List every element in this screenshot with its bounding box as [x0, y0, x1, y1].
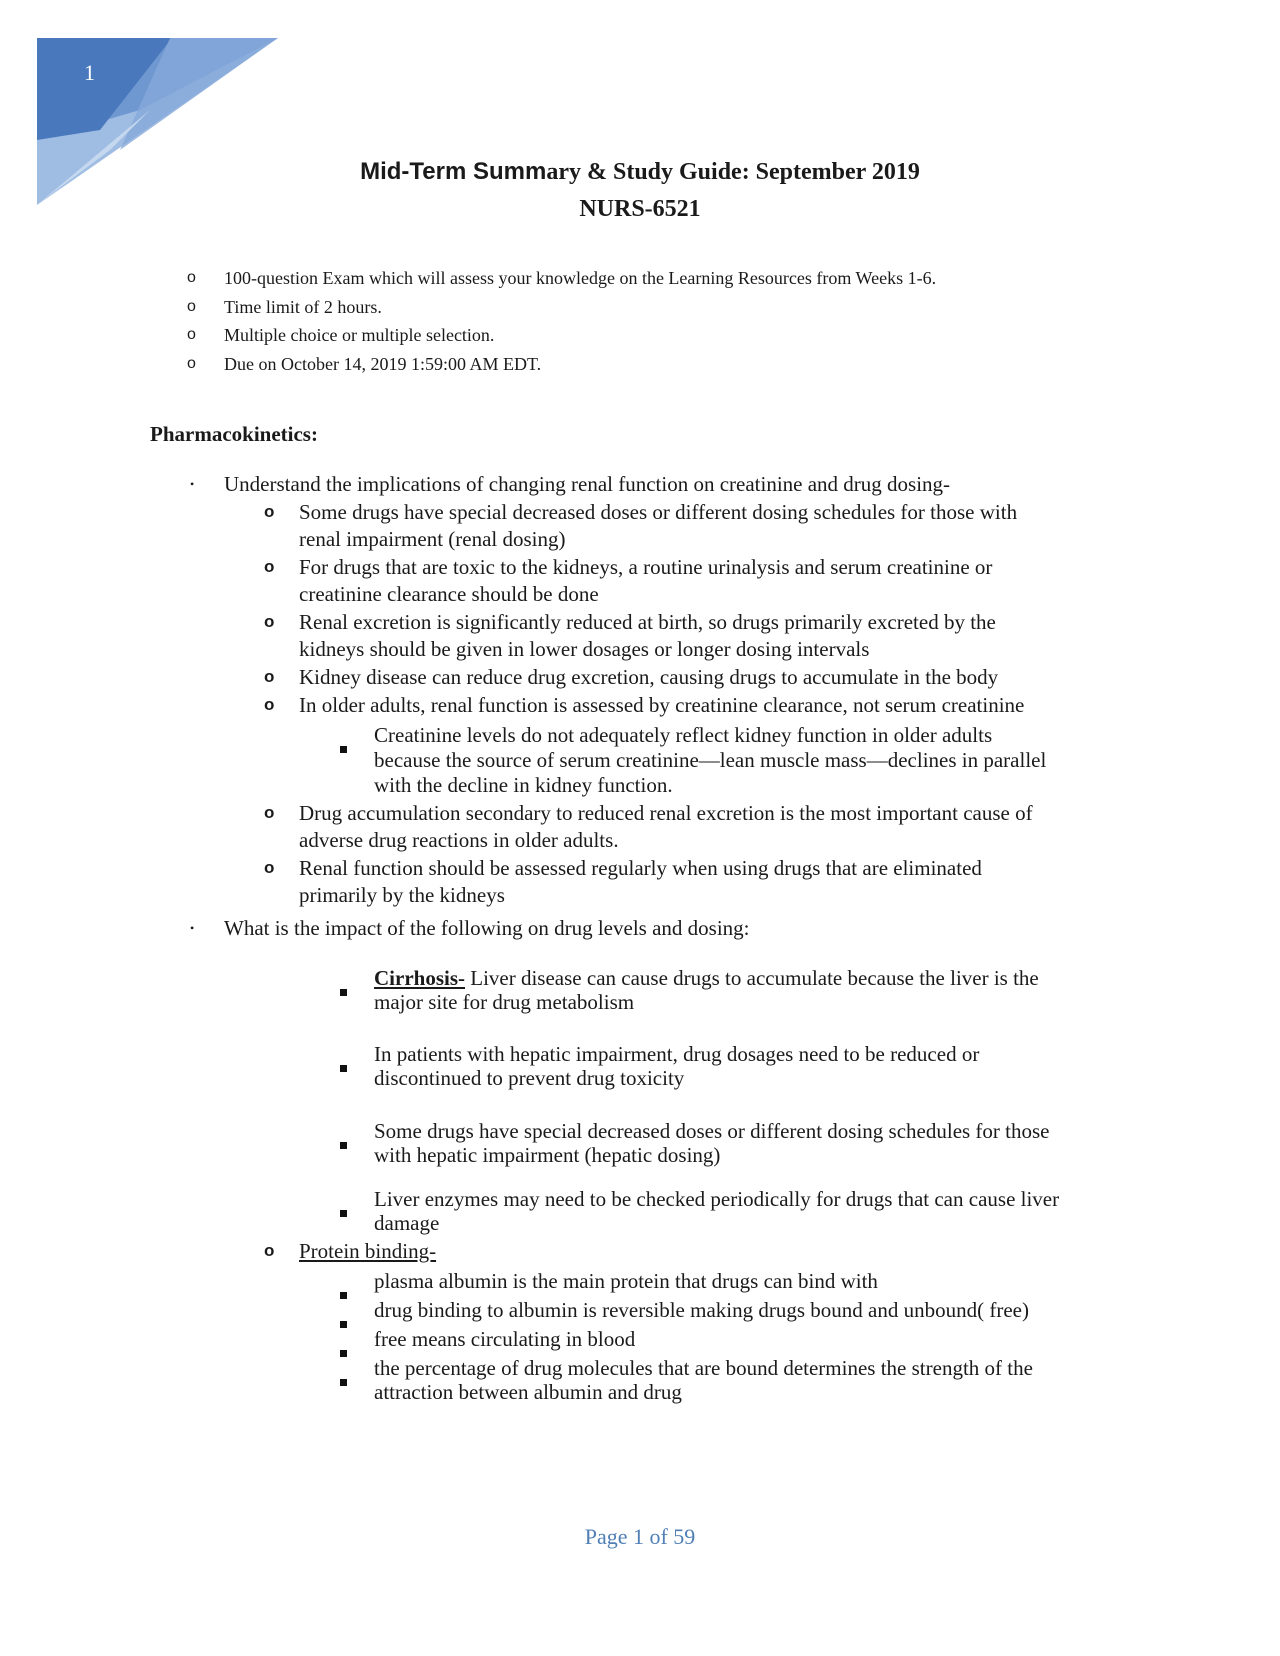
course-code: NURS-6521 [579, 196, 701, 222]
page-footer: Page 1 of 59 [584, 1524, 696, 1549]
corner-decoration [0, 0, 300, 220]
corner-page-number: 1 [84, 60, 95, 85]
page-title: Mid-Term Summary & Study Guide: September 2019 [360, 158, 920, 185]
